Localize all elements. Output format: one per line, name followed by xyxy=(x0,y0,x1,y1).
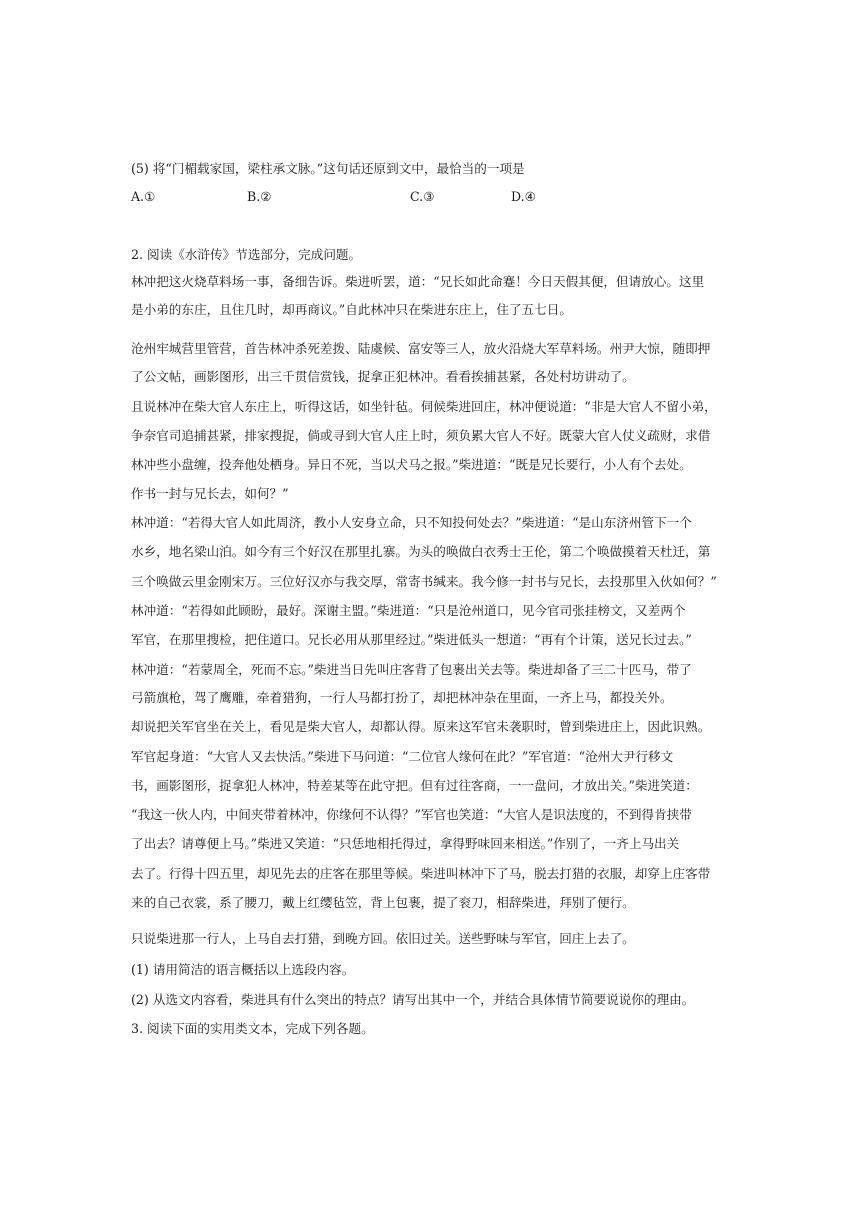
passage-line: 林冲道：“若得大官人如此周济，教小人安身立命，只不知投何处去？”柴进道：“是山东济州管下一个 xyxy=(131,515,692,530)
question-2-title: 2. 阅读《水浒传》节选部分，完成问题。 xyxy=(131,247,362,262)
question-2-sub1: (1) 请用简洁的语言概括以上选段内容。 xyxy=(131,962,355,977)
passage-line: 林冲道：“若蒙周全，死而不忘。”柴进当日先叫庄客背了包裹出关去等。柴进却备了三二十匹马，带了 xyxy=(131,662,692,677)
passage-line: 弓箭旗枪，驾了鹰雕，牵着猎狗，一行人马都打扮了，却把林冲杂在里面，一齐上马，都投关外。 xyxy=(131,690,673,705)
passage-line: 林冲些小盘缠，投奔他处栖身。异日不死，当以犬马之报。”柴进道：“既是兄长要行，小人有个去处。 xyxy=(131,457,692,472)
option-b: B.② xyxy=(247,189,272,204)
passage-line: 是小弟的东庄，且住几时，却再商议。”自此林冲只在柴进东庄上，住了五七日。 xyxy=(131,302,572,317)
option-c: C.③ xyxy=(410,189,435,204)
passage-line: 了出去？请尊便上马。”柴进又笑道：“只恁地相托得过，拿得野味回来相送。”作别了，一齐上马出关 xyxy=(131,836,680,851)
passage-line: 林冲道：“若得如此顾盼，最好。深谢主盟。”柴进道：“只是沧州道口，见今官司张挂榜文，又差两个 xyxy=(131,603,686,618)
option-a: A.① xyxy=(131,189,156,204)
passage-line: 作书一封与兄长去，如何？” xyxy=(131,486,289,501)
passage-line: 只说柴进那一行人，上马自去打猎，到晚方回。依旧过关。送些野味与军官，回庄上去了。 xyxy=(131,931,635,946)
passage-line: 三个唤做云里金刚宋万。三位好汉亦与我交厚，常寄书缄来。我今修一封书与兄长，去投那里入伙如何？” xyxy=(131,574,717,589)
question-1-sub5: (5) 将“门楣载家国，梁柱承文脉。”这句话还原到文中，最恰当的一项是 xyxy=(131,161,525,176)
passage-line: 沧州牢城营里管营，首告林冲杀死差拨、陆虞候、富安等三人，放火沿烧大军草料场。州尹大惊，随即押 xyxy=(131,341,711,356)
passage-line: 争奈官司追捕甚紧，排家搜捉，倘或寻到大官人庄上时，须负累大官人不好。既蒙大官人仗义疏财，求借 xyxy=(131,428,711,443)
option-d: D.④ xyxy=(511,189,536,204)
passage-line: 了公文帖，画影图形，出三千贯信赏钱，捉拿正犯林冲。看看挨捕甚紧，各处村坊讲动了。 xyxy=(131,369,635,384)
passage-line: 且说林冲在柴大官人东庄上，听得这话，如坐针毡。伺候柴进回庄，林冲便说道：“非是大官人不留小弟， xyxy=(131,399,717,414)
passage-line: 书，画影图形，捉拿犯人林冲，特差某等在此守把。但有过往客商，一一盘问，才放出关。”柴进笑道： xyxy=(131,778,698,793)
passage-line: 军官，在那里搜检，把住道口。兄长必用从那里经过。”柴进低头一想道：“再有个计策，送兄长过去。” xyxy=(131,632,692,647)
passage-line: 却说把关军官坐在关上，看见是柴大官人，却都认得。原来这军官未袭职时，曾到柴进庄上，因此识熟。 xyxy=(131,719,711,734)
passage-line: 来的自己衣裳，系了腰刀，戴上红缨毡笠，背上包裹，提了衮刀，相辞柴进，拜别了便行。 xyxy=(131,895,635,910)
passage-line: 水乡，地名梁山泊。如今有三个好汉在那里扎寨。为头的唤做白衣秀士王伦，第二个唤做摸着天杜迁，第 xyxy=(131,544,711,559)
passage-line: 军官起身道：“大官人又去快活。”柴进下马问道：“二位官人缘何在此？”军官道：“沧州大尹行移文 xyxy=(131,749,674,764)
passage-line: “我这一伙人内，中间夹带着林冲，你缘何不认得？”军官也笑道：“大官人是识法度的，不到得肯挟带 xyxy=(131,807,692,822)
passage-line: 林冲把这火烧草料场一事，备细告诉。柴进听罢，道：“兄长如此命蹇！今日天假其便，但请放心。这里 xyxy=(131,274,705,289)
question-3-title: 3. 阅读下面的实用类文本，完成下列各题。 xyxy=(131,1021,374,1036)
passage-line: 去了。行得十四五里，却见先去的庄客在那里等候。柴进叫林冲下了马，脱去打猎的衣服，却穿上庄客带 xyxy=(131,866,711,881)
question-2-sub2: (2) 从选文内容看，柴进具有什么突出的特点？请写出其中一个，并结合具体情节简要说说你的理由。 xyxy=(131,992,695,1007)
